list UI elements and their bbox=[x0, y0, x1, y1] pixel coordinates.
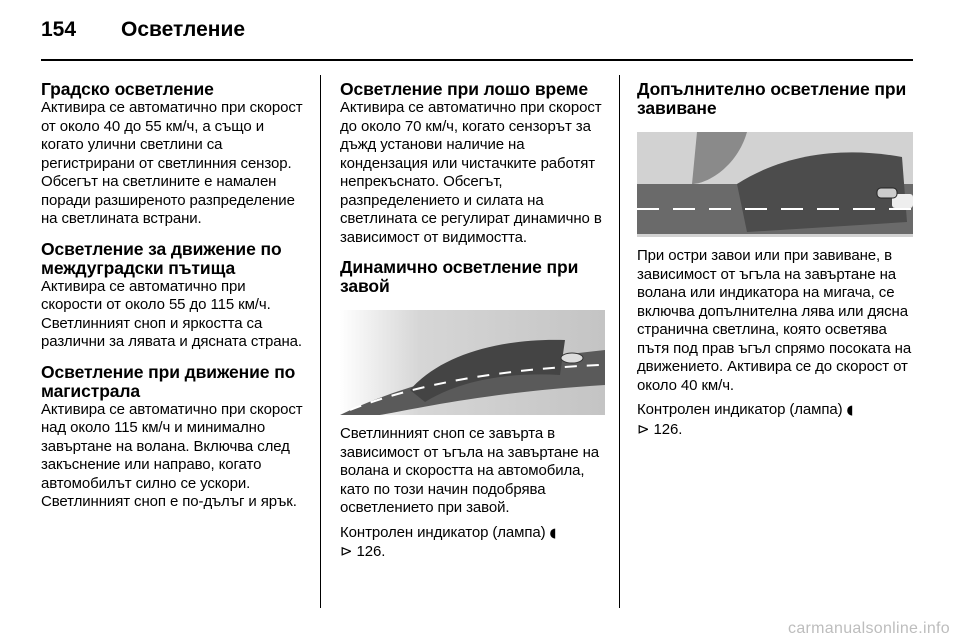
section-title-country-lighting: Осветление за движение по междуградски пътища bbox=[41, 238, 282, 278]
cornering-light-illustration bbox=[637, 132, 913, 237]
column-1 bbox=[41, 80, 309, 512]
section-title-motorway-lighting: Осветление при движение по магистрала bbox=[41, 361, 296, 401]
lamp-icon: ◖ bbox=[846, 403, 854, 418]
section-body-motorway-lighting: Активира се автоматично при скорост над около 115 км/ч и минимално завъртане на волана. Включва след закъснение или направо, когато автомобилът силно се ускори. Светлинният сноп е по-дълъг и ярък. bbox=[41, 400, 303, 510]
watermark: carmanualsonline.info bbox=[788, 620, 950, 637]
section-body-cornering-light: При остри завои или при завиване, в зависимост от ъгъла на завъртане на волана или индикатора на мигача, се включва допълнителна лява или дясна странична светлина, която осветява пътя под прав ъгъл спрямо посоката на движението. Активира се до скорост от около 40 км/ч. bbox=[637, 247, 912, 394]
section-title-cornering-light: Допълнително осветление при завиване bbox=[637, 79, 907, 118]
section-body-dynamic-curve-lighting: Светлинният сноп се завърта в зависимост от ъгъла на завъртане на волана и скоростта на автомобила, като по този начин подобрява осветлението при завой. bbox=[340, 425, 600, 516]
indicator-label: Контролен индикатор (лампа) bbox=[340, 523, 546, 541]
page-reference-number: 126. bbox=[356, 543, 386, 560]
header-rule bbox=[41, 59, 913, 61]
column-3 bbox=[637, 80, 913, 439]
lamp-icon: ◖ bbox=[549, 525, 557, 541]
section-body-country-lighting: Активира се автоматично при скорости от около 55 до 115 км/ч. Светлинният сноп и яркостта са различни за лявата и дясната страна. bbox=[41, 277, 302, 350]
column-2 bbox=[340, 80, 605, 562]
section-body-city-lighting: Активира се автоматично при скорост от около 40 до 55 км/ч, а също и когато улични светлини са регистрирани от светлинния сензор. Обсегът на светлините е намален поради разширеното разпределение на светлината встрани. bbox=[41, 99, 303, 227]
section-title-city-lighting: Градско осветление bbox=[41, 79, 214, 99]
arrow-right-icon: ⊳ bbox=[637, 420, 650, 438]
page-reference bbox=[340, 543, 605, 562]
column-divider bbox=[320, 75, 321, 608]
indicator-line bbox=[637, 401, 913, 421]
indicator-line bbox=[340, 524, 605, 544]
section-title-bad-weather-lighting: Осветление при лошо време bbox=[340, 79, 588, 99]
curve-lighting-illustration bbox=[340, 310, 605, 415]
section-title-dynamic-curve-lighting: Динамично осветление при завой bbox=[340, 257, 579, 296]
page-header bbox=[41, 18, 245, 48]
column-divider bbox=[619, 75, 620, 608]
indicator-label: Контролен индикатор (лампа) bbox=[637, 401, 843, 418]
section-body-bad-weather-lighting: Активира се автоматично при скорост до около 70 км/ч, когато сензорът за дъжд установи наличие на кондензация или чистачките работят непрекъснато. Обсегът, разпределението и силата на светлината се регулират динамично в зависимост от видимостта. bbox=[340, 99, 602, 246]
page-title: Осветление bbox=[121, 18, 246, 41]
page-number: 154 bbox=[41, 18, 77, 41]
page-reference-number: 126. bbox=[653, 420, 683, 438]
arrow-right-icon: ⊳ bbox=[340, 543, 353, 560]
page-reference bbox=[637, 421, 913, 440]
